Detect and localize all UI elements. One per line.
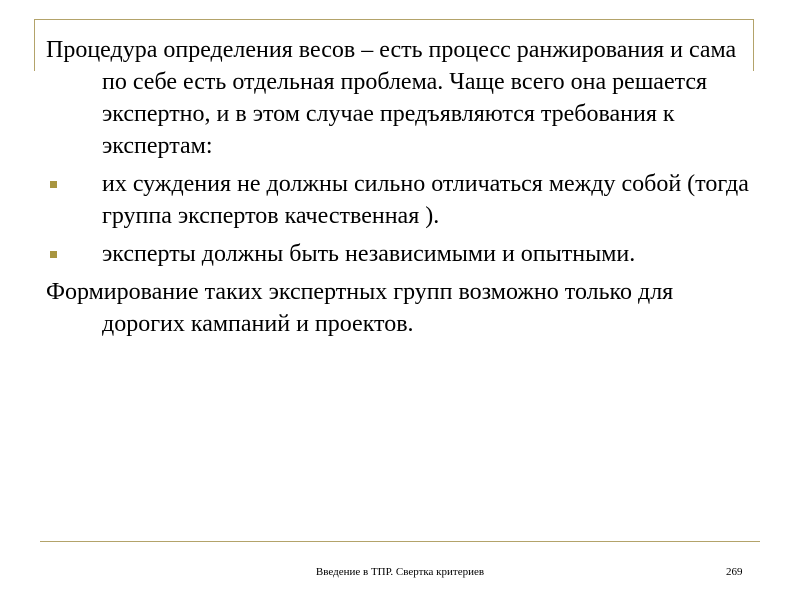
slide-body <box>46 34 760 346</box>
bullet-item-independence <box>46 238 760 270</box>
frame-left-line <box>34 19 35 71</box>
page-number: 269 <box>726 566 743 578</box>
frame-top-line <box>34 19 754 20</box>
paragraph-expert-groups: Формирование таких экспертных групп возможно только для дорогих кампаний и проектов. <box>46 279 674 337</box>
footer-title: Введение в ТПР. Свертка критериев <box>315 566 485 578</box>
footer-divider <box>40 541 760 542</box>
bullet-item-consistency <box>46 168 760 232</box>
bullet-text: их суждения не должны сильно отличаться между собой (тогда группа экспертов качественная ). <box>102 171 749 229</box>
square-bullet-icon <box>50 181 57 188</box>
square-bullet-icon <box>50 251 57 258</box>
paragraph-procedure: Процедура определения весов – есть процесс ранжирования и сама по себе есть отдельная проблема. Чаще всего она решается экспертно, и в этом случае предъявляются требования к экспертам: <box>46 37 737 159</box>
bullet-text: эксперты должны быть независимыми и опытными. <box>102 241 636 267</box>
